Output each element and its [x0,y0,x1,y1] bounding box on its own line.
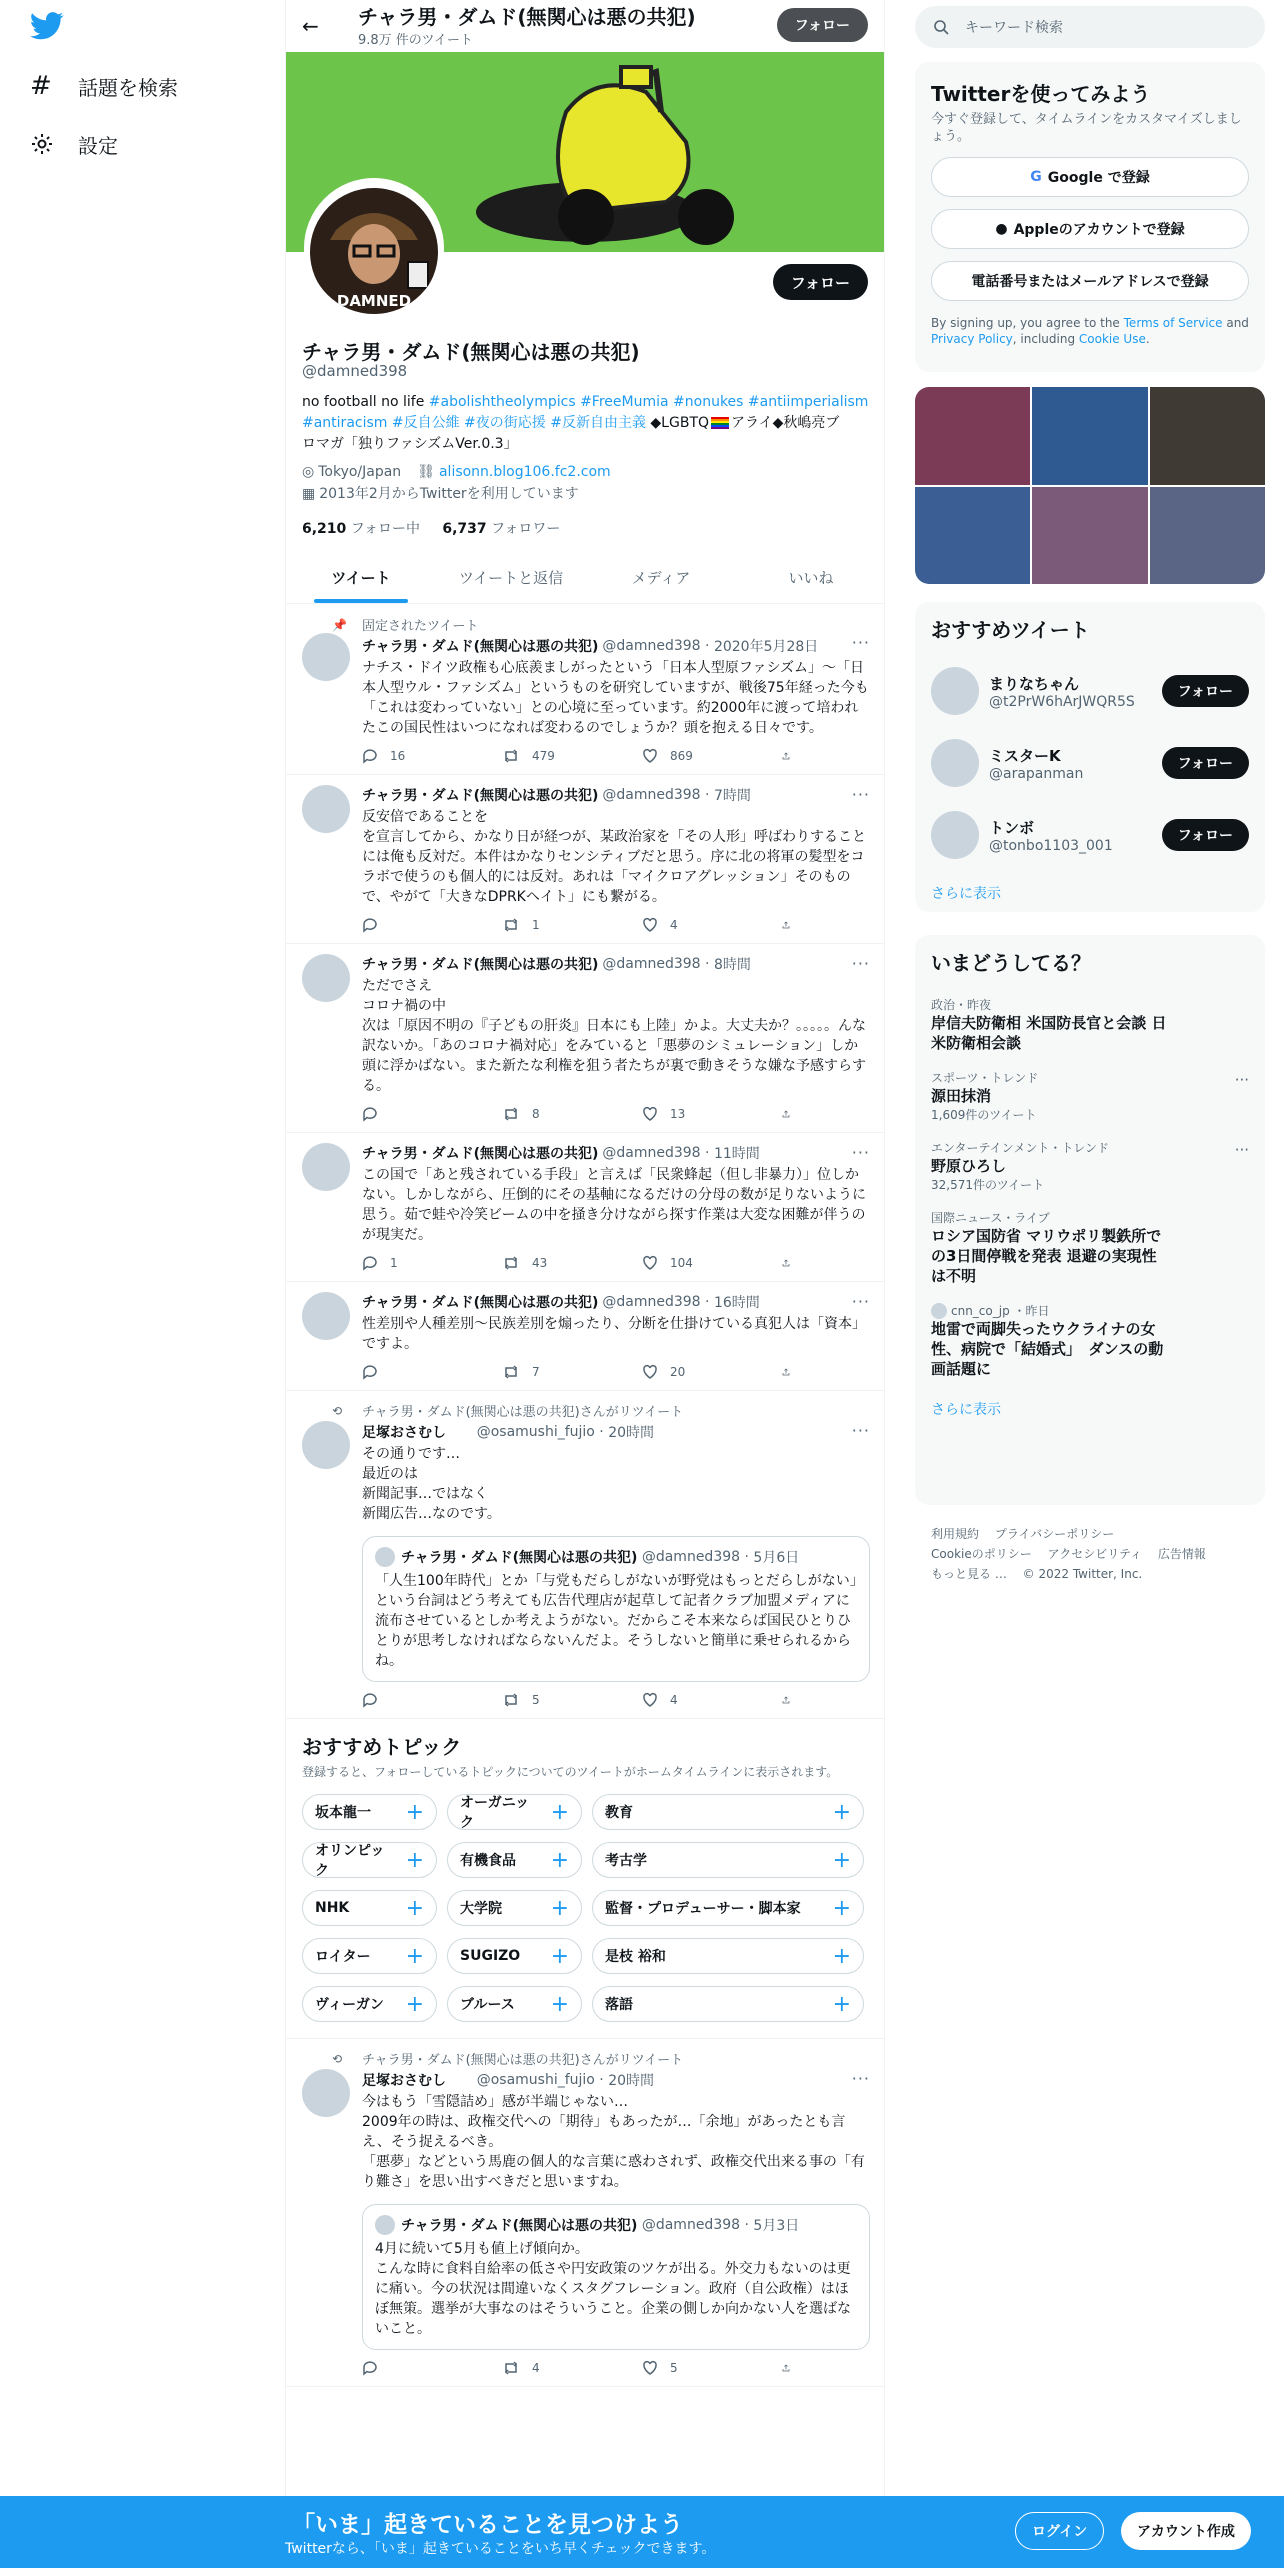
trend-item[interactable] [915,1131,1265,1201]
more-icon[interactable]: ··· [851,1421,870,1440]
profile-meta [302,462,611,506]
plus-icon: + [550,1799,569,1825]
rec-handle: @t2PrW6hArJWQR5S [989,693,1135,710]
signup-banner [0,2496,1284,2568]
rec-name: ミスターK [989,746,1061,765]
avatar[interactable] [302,1421,350,1469]
trend-item[interactable] [915,1061,1265,1131]
rec-name: トンボ [989,818,1035,837]
reply-button[interactable] [362,1692,462,1708]
share-icon[interactable] [782,1255,802,1271]
tweet-context: 固定されたツイート [362,619,479,634]
topic-chip[interactable]: SUGIZO + [447,1938,582,1974]
login-button[interactable]: ログイン [1015,2512,1104,2550]
tweet[interactable]: チャラ男・ダムド(無関心は悪の共犯) @damned398 · 11時間 ··· この国で「あと残されている手段」と言えば「民衆蜂起（但し非暴力）」位しかない。しかしながら、圧倒的にその基軸になるだけの分母の数が足りないように思う。茹で蛙や冷笑ビームの中を掻き分けながら探す作業は大変な困難が伴うのが現実だ。 1 43 104 [286,1133,885,1282]
apple-icon: ● [995,221,1008,237]
tweet-author[interactable]: チャラ男・ダムド(無関心は悪の共犯) [362,788,599,804]
trend-title-text: 源田抹消 [931,1087,992,1105]
more-icon[interactable]: ··· [851,1292,870,1311]
left-nav [0,0,285,2568]
rec-handle: @arapanman [989,765,1084,782]
avatar [931,1303,947,1319]
plus-icon: + [832,1895,851,1921]
bio-text: アライ◆秋嶋亮ブ [731,415,840,431]
quoted-tweet[interactable]: チャラ男・ダムド(無関心は悪の共犯) @damned398 · 5月3日 4月に続いて5月も値上げ傾向か。 こんな時に食料自給率の低さや円安政策のツケが出る。外交力もないのは更に痛い。今の状況は間違いなくスタグフレーション。政府（自公政権）はほぼ無策。選挙が大事なのはそういうこと。企業の側しか向かない人を選ばないこと。 [362,2204,870,2350]
trend-title-text: ロシア国防省 マリウポリ製鉄所での3日間停戦を発表 退避の実現性は不明 [931,1227,1162,1285]
quoted-tweet[interactable]: チャラ男・ダムド(無関心は悪の共犯) @damned398 · 5月6日 「人生100年時代」とか「与党もだらしがないが野党はもっとだらしがない」という台詞はどう考えても広告代理店が起草して記者クラブ加盟メディアに流布させているとしか考えようがない。だからこそ本来ならば国民ひとりひとりが思考しなければならないんだよ。そうしないと簡単に乗せられるからね。 [362,1536,870,1682]
quote-author: チャラ男・ダムド(無関心は悪の共犯) [401,2218,638,2234]
retweet-button[interactable]: 1 [502,917,602,933]
calendar-icon: ▦ [302,486,316,502]
search-icon [933,19,949,35]
tweet-body: この国で「あと残されている手段」と言えば「民衆蜂起（但し非暴力）」位しかない。しかしながら、圧倒的にその基軸になるだけの分母の数が足りないように思う。茹で蛙や冷笑ビームの中を掻き分けながら探す作業は大変な困難が伴うのが現実だ。 [362,1167,866,1243]
plus-icon: + [405,1895,424,1921]
plus-icon: + [405,1943,424,1969]
rec-account[interactable] [915,655,1265,727]
follow-button[interactable]: フォロー [1162,675,1249,707]
tweet[interactable]: ⟲ チャラ男・ダムド(無関心は悪の共犯)さんがリツイート 足塚おさむし @osamushi_fujio · 20時間 ··· その通りです… 最近のは 新聞記事…ではなく 新聞広告…なのです。 チャラ男・ダムド(無関心は悪の共犯) @damned398 · 5月6日 「人生100年時代」とか「与党もだらしがないが野党はもっとだらしがない」という台詞はどう考えても広告代理店が起草して記者クラブ加盟メディアに流布させているとしか考えようがない。だからこそ本来ならば国民ひとりひとりが思考しなければならないんだよ。そうしないと簡単に乗せられるからね。 5 4 [286,1391,885,1719]
trend-category: 国際ニュース・ライブ [931,1211,1050,1225]
tweet-handle: @osamushi_fujio [476,2072,595,2088]
header-name: チャラ男・ダムド(無関心は悪の共犯) [358,4,696,29]
apple-signup-button[interactable]: ● Appleのアカウントで登録 [931,209,1249,249]
trend-category: スポーツ・トレンド [931,1071,1039,1085]
tweet-author[interactable]: チャラ男・ダムド(無関心は悪の共犯) [362,1146,599,1162]
tweet-actions [362,2360,802,2376]
tweet-context: チャラ男・ダムド(無関心は悪の共犯)さんがリツイート [362,2053,684,2068]
follow-button[interactable]: フォロー [773,264,868,300]
retweet-button[interactable]: 8 [502,1106,602,1122]
header-tweet-count: 9.8万 件のツイート [358,32,473,48]
tweet-time[interactable]: 2020年5月28日 [713,639,819,655]
tab-tweets[interactable]: ツイート [286,552,436,603]
like-button[interactable]: 13 [642,1106,742,1122]
tweet-handle: @damned398 [602,956,701,972]
rec-handle: @tonbo1103_001 [989,837,1113,854]
like-button[interactable]: 4 [642,1692,742,1708]
terms-link[interactable]: Terms of Service [1123,316,1223,330]
trend-item[interactable] [915,1201,1265,1294]
tweet-body: 今はもう「雪隠詰め」感が半端じゃない… 2009年の時は、政権交代への「期待」もあったが…「余地」があったとも言え、そう捉えるべき。 「悪夢」などという馬鹿の個人的な言葉に惑わされず、政権交代出来る事の「有り難さ」を思い出すべきだと思いますね。 [362,2094,865,2190]
create-account-button[interactable]: アカウント作成 [1121,2512,1251,2550]
avatar[interactable] [931,667,979,715]
trend-item[interactable] [915,1294,1265,1387]
reply-button[interactable] [362,2360,462,2376]
topic-chip[interactable]: オリンピック + [302,1842,437,1878]
quote-handle: @damned398 [641,1549,741,1565]
profile-joined: 2013年2月からTwitterを利用しています [319,486,579,502]
footer-link[interactable]: 広告情報 [1157,1547,1206,1561]
footer-link[interactable]: アクセシビリティ [1047,1547,1143,1561]
rec-title: おすすめツイート [931,618,1090,642]
topic-chip[interactable]: オーガニック + [447,1794,582,1830]
phone-signup-button[interactable]: 電話番号またはメールアドレスで登録 [931,261,1249,301]
tweet-handle: @osamushi_fujio [476,1424,595,1440]
tweet-time[interactable]: 11時間 [713,1146,760,1162]
profile-url[interactable]: alisonn.blog106.fc2.com [438,464,611,480]
profile-header-bar [286,0,884,52]
trend-title-text: 野原ひろし [931,1157,1007,1175]
trend-title: いまどうしてる？ [931,951,1091,975]
cookie-link[interactable]: Cookie Use [1078,332,1146,346]
google-icon: G [1030,169,1042,185]
share-icon[interactable] [782,748,802,764]
bio-hashtags[interactable]: #abolishtheolympics #FreeMumia #nonukes #antiimperialism [428,394,869,410]
tab-tweets-replies[interactable]: ツイートと返信 [458,569,564,587]
footer-links [931,1524,1261,1584]
trends-panel [915,935,1265,1505]
profile-handle: @damned398 [302,362,408,380]
like-button[interactable]: 5 [642,2360,742,2376]
plus-icon: + [550,1847,569,1873]
rainbow-flag-icon [711,417,729,429]
plus-icon: + [550,1895,569,1921]
tweet-body: その通りです… 最近のは 新聞記事…ではなく 新聞広告…なのです。 [362,1446,501,1522]
avatar [375,2215,395,2235]
twitter-logo-icon[interactable] [30,12,64,40]
followers-link[interactable]: 6,737 フォロワー [442,521,561,537]
plus-icon: + [832,1847,851,1873]
tweet-time[interactable]: 7時間 [713,788,751,804]
follow-button[interactable]: フォロー [1162,819,1249,851]
plus-icon: + [405,1991,424,2017]
signup-title: Twitterを使ってみよう [931,82,1151,106]
retweet-button[interactable]: 5 [502,1692,602,1708]
tweet[interactable]: 📌 固定されたツイート チャラ男・ダムド(無関心は悪の共犯) @damned398 · 2020年5月28日 ··· ナチス・ドイツ政権も心底羨ましがったという「日本人型原ファシズム」～「日本人型ウル・ファシズム」というものを研究していますが、戦後75年経った今も「これは変わっていない」との心境に至っています。約2000年に渡って培われたこの国民性はいつになれば変わるのでしょうか？頭を抱える日々です。 16 479 869 [286,605,885,775]
google-signup-button[interactable]: G Google で登録 [931,157,1249,197]
bio-text: ロマガ「独りファシズムVer.0.3」 [302,436,518,452]
topic-chip[interactable]: ロイター + [302,1938,437,1974]
share-icon[interactable] [782,1692,802,1708]
tweet-feed [286,605,885,2387]
topic-chip[interactable]: ヴィーガン + [302,1986,437,2022]
rec-name: まりなちゃん [989,674,1080,693]
bio-text: ◆LGBTQ [645,415,710,431]
like-button[interactable]: 104 [642,1255,742,1271]
hashtag-icon: # [30,71,52,101]
search-input[interactable] [915,6,1265,48]
media-thumb[interactable] [1150,487,1265,585]
quote-author: チャラ男・ダムド(無関心は悪の共犯) [401,1550,638,1566]
more-icon[interactable]: ··· [851,785,870,804]
plus-icon: + [550,1943,569,1969]
privacy-link[interactable]: Privacy Policy [931,332,1013,346]
topics-title: おすすめトピック [302,1735,462,1759]
profile-tabs [286,552,885,604]
share-icon[interactable] [782,1106,802,1122]
topic-chip[interactable]: 落語 + [592,1986,864,2022]
pin-icon: 📌 [332,617,347,632]
tweet-time[interactable]: 20時間 [608,2073,655,2089]
avatar[interactable] [931,811,979,859]
media-grid [915,387,1265,584]
avatar[interactable] [931,739,979,787]
tab-media[interactable]: メディア [631,569,691,587]
avatar-text: DAMNED [336,292,412,310]
plus-icon: + [405,1799,424,1825]
avatar[interactable] [302,633,350,681]
nav-settings[interactable] [30,124,118,164]
tweet[interactable]: ⟲ チャラ男・ダムド(無関心は悪の共犯)さんがリツイート 足塚おさむし @osamushi_fujio · 20時間 ··· 今はもう「雪隠詰め」感が半端じゃない… 2009年の時は、政権交代への「期待」もあったが…「余地」があったとも言え、そう捉えるべき。 「悪夢」などという馬鹿の個人的な言葉に惑わされず、政権交代出来る事の「有り難さ」を思い出すべきだと思いますね。 チャラ男・ダムド(無関心は悪の共犯) @damned398 · 5月3日 4月に続いて5月も値上げ傾向か。 こんな時に食料自給率の低さや円安政策のツケが出る。外交力もないのは更に痛い。今の状況は間違いなくスタグフレーション。政府（自公政権）はほぼ無策。選挙が大事なのはそういうこと。企業の側しか向かない人を選ばないこと。 4 5 [286,2039,885,2387]
link-icon: ⛓ [417,464,435,480]
like-button[interactable]: 4 [642,917,742,933]
like-button[interactable]: 20 [642,1364,742,1380]
banner-title: 「いま」起きていることを見つけよう [292,2512,683,2538]
nav-explore[interactable] [30,66,178,106]
tweet-handle: @damned398 [602,1145,701,1161]
location-pin-icon: ◎ [302,464,315,480]
avatar[interactable] [302,2069,350,2117]
quote-body: 4月に続いて5月も値上げ傾向か。 こんな時に食料自給率の低さや円安政策のツケが出る。外交力もないのは更に痛い。今の状況は間違いなくスタグフレーション。政府（自公政権）はほぼ無策。選挙が大事なのはそういうこと。企業の側しか向かない人を選ばないこと。 [375,2241,851,2337]
tweet-author[interactable]: チャラ男・ダムド(無関心は悪の共犯) [362,1295,599,1311]
footer-link[interactable]: 利用規約 [931,1527,980,1541]
tweet-body: ナチス・ドイツ政権も心底羨ましがったという「日本人型原ファシズム」～「日本人型ウル・ファシズム」というものを研究していますが、戦後75年経った今も「これは変わっていない」との心境に至っています。約2000年に渡って培われたこの国民性はいつになれば変わるのでしょうか？頭を抱える日々です。 [362,660,869,736]
tweet[interactable]: チャラ男・ダムド(無関心は悪の共犯) @damned398 · 8時間 ··· ただでさえ コロナ禍の中 次は「原因不明の『子どもの肝炎』日本にも上陸」かよ。大丈夫か？。。。。。んな訳ないか。「あのコロナ禍対応」をみていると「悪夢のシミュレーション」しか頭に浮かばない。また新たな利権を狙う者たちが裏で動きそうな嫌な予感すらする。 8 13 [286,944,885,1133]
tweet-context: チャラ男・ダムド(無関心は悪の共犯)さんがリツイート [362,1405,684,1420]
search-placeholder: キーワード検索 [965,20,1063,36]
topics-desc: 登録すると、フォローしているトピックについてのツイートがホームタイムラインに表示されます。 [302,1765,839,1779]
avatar [375,1547,395,1567]
plus-icon: + [550,1991,569,2017]
more-icon[interactable]: ··· [1234,1141,1249,1159]
topic-chip[interactable]: 是枝 裕和 + [592,1938,864,1974]
tweet-handle: @damned398 [602,1294,701,1310]
banner-subtitle: Twitterなら、「いま」起きていることをいち早くチェックできます。 [285,2541,716,2557]
more-icon[interactable]: ··· [1234,1071,1249,1089]
tweet-author[interactable]: 足塚おさむし [362,1425,446,1441]
media-thumb[interactable] [1150,387,1265,485]
following-link[interactable]: 6,210 フォロー中 [302,521,421,537]
media-thumb[interactable] [1032,387,1147,485]
retweet-icon: ⟲ [332,2051,343,2066]
avatar[interactable] [302,1143,350,1191]
plus-icon: + [832,1799,851,1825]
plus-icon: + [832,1991,851,2017]
profile-bio [302,392,872,455]
retweet-button[interactable]: 43 [502,1255,602,1271]
back-arrow-icon[interactable]: ← [302,14,319,38]
tweet-handle: @damned398 [602,638,701,654]
footer-link[interactable]: プライバシーポリシー [994,1527,1115,1541]
more-icon[interactable]: ··· [851,2069,870,2088]
media-thumb[interactable] [915,487,1030,585]
profile-avatar[interactable] [304,178,444,318]
show-more-link[interactable]: さらに表示 [931,1402,1001,1418]
signup-desc: 今すぐ登録して、タイムラインをカスタマイズしましょう。 [931,112,1242,144]
like-button[interactable]: 869 [642,748,742,764]
reply-button[interactable]: 16 [362,748,462,764]
quote-body: 「人生100年時代」とか「与党もだらしがないが野党はもっとだらしがない」という台詞はどう考えても広告代理店が起草して記者クラブ加盟メディアに流布させているとしか考えようがない。だからこそ本来ならば国民ひとりひとりが思考しなければならないんだよ。そうしないと簡単に乗せられるからね。 [375,1573,857,1669]
tweet-time[interactable]: 8時間 [713,957,751,973]
quote-time: 5月3日 [753,2218,800,2234]
tweet-handle: @damned398 [602,787,701,803]
media-thumb[interactable] [915,387,1030,485]
avatar[interactable] [302,785,350,833]
nav-explore-label: 話題を検索 [78,75,178,100]
footer-link[interactable]: もっと見る … [931,1567,1007,1581]
topic-chip[interactable]: 大学院 + [447,1890,582,1926]
tweet-actions [362,1692,802,1708]
reply-button[interactable] [362,1106,462,1122]
signup-panel [915,62,1265,372]
plus-icon: + [405,1847,424,1873]
trend-title-text: 地雷で両脚失ったウクライナの女性、病院で「結婚式」 ダンスの動画話題に [931,1320,1164,1378]
copyright: © 2022 Twitter, Inc. [1022,1567,1143,1581]
tweet-time[interactable]: 20時間 [608,1425,655,1441]
tweet-actions [362,1106,802,1122]
tweet[interactable]: チャラ男・ダムド(無関心は悪の共犯) @damned398 · 7時間 ··· 反安倍であることを を宣言してから、かなり日が経つが、某政治家を「その人形」呼ばわりすることには俺も反対だ。本件はかなりセンシティブだと思う。序に北の将軍の髪型をコラボで使うのも個人的には反対。あれは「マイクロアグレッション」そのもので、やがて「大きなDPRKヘイト」にも繋がる。 1 4 [286,775,885,944]
profile-timeline [285,0,885,2496]
tweet-author[interactable]: チャラ男・ダムド(無関心は悪の共犯) [362,639,599,655]
topic-chip[interactable]: NHK + [302,1890,437,1926]
share-icon[interactable] [782,917,802,933]
reply-button[interactable] [362,1364,462,1380]
trend-category: cnn_co_jp ・昨日 [951,1304,1050,1318]
rec-account[interactable] [915,799,1265,871]
more-icon[interactable]: ··· [851,633,870,652]
avatar[interactable] [302,954,350,1002]
topic-chip[interactable]: 教育 + [592,1794,864,1830]
topic-chip[interactable]: 考古学 + [592,1842,864,1878]
follow-counts [302,518,560,538]
tweet-actions [362,1255,802,1271]
quote-time: 5月6日 [753,1550,800,1566]
tweet-body: 性差別や人種差別〜民族差別を煽ったり、分断を仕掛けている真犯人は「資本」ですよ。 [362,1316,866,1352]
topic-chips [302,1794,885,2022]
share-icon[interactable] [782,2360,802,2376]
retweet-button[interactable]: 4 [502,2360,602,2376]
topic-chip[interactable]: 監督・プロデューサー・脚本家 + [592,1890,864,1926]
tab-likes[interactable]: いいね [788,569,834,587]
trend-count: 32,571件のツイート [931,1178,1045,1192]
trend-item[interactable] [915,988,1265,1061]
trend-count: 1,609件のツイート [931,1108,1037,1122]
trend-title-text: 岸信夫防衛相 米国防長官と会談 日米防衛相会談 [931,1014,1167,1052]
reply-button[interactable] [362,917,462,933]
header-follow-button[interactable]: フォロー [777,8,868,42]
nav-settings-label: 設定 [78,133,118,158]
avatar[interactable] [302,1292,350,1340]
tweet-author[interactable]: 足塚おさむし [362,2073,446,2089]
topic-chip[interactable]: ブルース + [447,1986,582,2022]
share-icon[interactable] [782,1364,802,1380]
tweet-body: 反安倍であることを を宣言してから、かなり日が経つが、某政治家を「その人形」呼ばわりすることには俺も反対だ。本件はかなりセンシティブだと思う。序に北の将軍の髪型をコラボで使うのも個人的には反対。あれは「マイクロアグレッション」そのもので、やがて「大きなDPRKヘイト」にも繋がる。 [362,809,866,905]
plus-icon: + [832,1943,851,1969]
recommended-accounts [915,602,1265,912]
show-more-link[interactable]: さらに表示 [931,886,1001,902]
tweet-author[interactable]: チャラ男・ダムド(無関心は悪の共犯) [362,957,599,973]
profile-name: チャラ男・ダムド(無関心は悪の共犯) [302,340,640,364]
retweet-icon: ⟲ [332,1403,343,1418]
tweet-body: ただでさえ コロナ禍の中 次は「原因不明の『子どもの肝炎』日本にも上陸」かよ。大丈夫か？。。。。。んな訳ないか。「あのコロナ禍対応」をみていると「悪夢のシミュレーション」しか頭に浮かばない。また新たな利権を狙う者たちが裏で動きそうな嫌な予感すらする。 [362,978,866,1094]
bio-hashtags[interactable]: #antiracism #反自公維 #夜の街応援 #反新自由主義 [302,415,646,431]
follow-button[interactable]: フォロー [1162,747,1249,779]
tweet-actions [362,1364,802,1380]
quote-handle: @damned398 [641,2217,741,2233]
retweet-button[interactable]: 479 [502,748,602,764]
signup-terms: By signing up, you agree to the Terms of Service and Privacy Policy, including Cookie Use. [931,316,1249,346]
tweet-actions [362,748,802,764]
trend-category: エンターテインメント・トレンド [931,1141,1110,1155]
topic-chip[interactable]: 有機食品 + [447,1842,582,1878]
tweet[interactable]: チャラ男・ダムド(無関心は悪の共犯) @damned398 · 16時間 ··· 性差別や人種差別〜民族差別を煽ったり、分断を仕掛けている真犯人は「資本」ですよ。 7 20 [286,1282,885,1391]
rec-account[interactable] [915,727,1265,799]
media-thumb[interactable] [1032,487,1147,585]
profile-location: Tokyo/Japan [318,464,402,480]
tweet-actions [362,917,802,933]
recommended-topics [286,1719,885,2039]
more-icon[interactable]: ··· [851,954,870,973]
gear-icon [30,132,60,156]
tweet-time[interactable]: 16時間 [713,1295,760,1311]
reply-button[interactable]: 1 [362,1255,462,1271]
footer-link[interactable]: Cookieのポリシー [931,1547,1032,1561]
retweet-button[interactable]: 7 [502,1364,602,1380]
bio-text: no football no life [302,394,429,410]
trend-category: 政治・昨夜 [931,998,992,1012]
more-icon[interactable]: ··· [851,1143,870,1162]
topic-chip[interactable]: 坂本龍一 + [302,1794,437,1830]
